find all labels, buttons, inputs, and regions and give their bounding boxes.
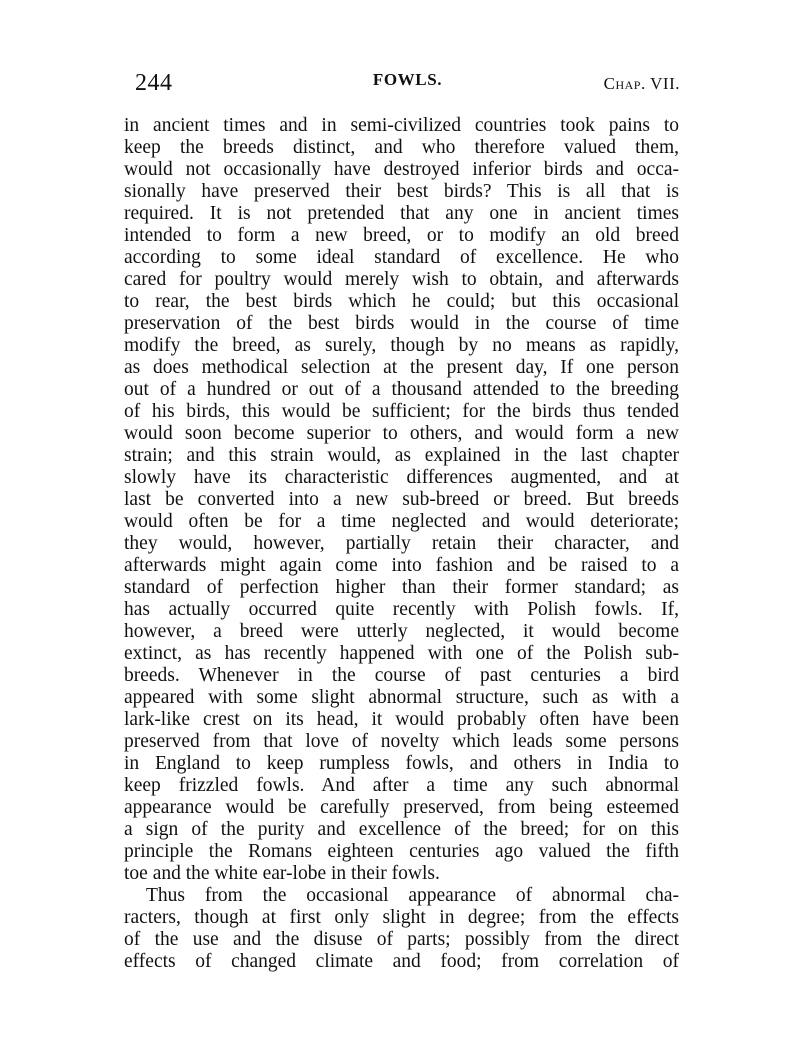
text-line: to rear, the best birds which he could; but this occasional	[124, 291, 679, 312]
page-number: 244	[135, 70, 173, 96]
text-line: required. It is not pretended that any one in ancient times	[124, 203, 679, 224]
text-line: appearance would be carefully preserved, from being esteemed	[124, 797, 679, 818]
text-line: last be converted into a new sub-breed or breed. But breeds	[124, 489, 679, 510]
paragraph	[124, 885, 679, 973]
text-line: appeared with some slight abnormal structure, such as with a	[124, 687, 679, 708]
text-line: standard of perfection higher than their former standard; as	[124, 577, 679, 598]
text-line: a sign of the purity and excellence of the breed; for on this	[124, 819, 679, 840]
text-line: principle the Romans eighteen centuries ago valued the fifth	[124, 841, 679, 862]
text-line: of the use and the disuse of parts; possibly from the direct	[124, 929, 679, 950]
text-line: effects of changed climate and food; from correlation of	[124, 951, 679, 972]
text-line: keep frizzled fowls. And after a time any such abnormal	[124, 775, 679, 796]
text-line: Thus from the occasional appearance of abnormal cha-	[146, 885, 679, 906]
chapter-reference: Chap. VII.	[603, 74, 680, 93]
text-line: of his birds, this would be sufficient; for the birds thus tended	[124, 401, 679, 422]
text-line: would soon become superior to others, and would form a new	[124, 423, 679, 444]
text-line: in England to keep rumpless fowls, and others in India to	[124, 753, 679, 774]
text-line: in ancient times and in semi-civilized countries took pains to	[124, 115, 679, 136]
text-line: they would, however, partially retain their character, and	[124, 533, 679, 554]
text-line: extinct, as has recently happened with one of the Polish sub-	[124, 643, 679, 664]
text-line: preservation of the best birds would in the course of time	[124, 313, 679, 334]
text-line: would not occasionally have destroyed inferior birds and occa-	[124, 159, 679, 180]
page-header	[135, 66, 680, 96]
text-line: cared for poultry would merely wish to obtain, and afterwards	[124, 269, 679, 290]
text-line: slowly have its characteristic differences augmented, and at	[124, 467, 679, 488]
body-text	[124, 115, 679, 973]
text-line: lark-like crest on its head, it would probably often have been	[124, 709, 679, 730]
text-line: according to some ideal standard of excellence. He who	[124, 247, 679, 268]
text-line: strain; and this strain would, as explained in the last chapter	[124, 445, 679, 466]
text-line: keep the breeds distinct, and who therefore valued them,	[124, 137, 679, 158]
text-line: sionally have preserved their best birds? This is all that is	[124, 181, 679, 202]
text-line: modify the breed, as surely, though by no means as rapidly,	[124, 335, 679, 356]
text-line: toe and the white ear-lobe in their fowls.	[124, 863, 440, 884]
text-line: as does methodical selection at the present day, If one person	[124, 357, 679, 378]
text-line: afterwards might again come into fashion and be raised to a	[124, 555, 679, 576]
running-title: FOWLS.	[372, 70, 443, 89]
text-line: would often be for a time neglected and would deteriorate;	[124, 511, 679, 532]
text-line: has actually occurred quite recently with Polish fowls. If,	[124, 599, 679, 620]
text-line: preserved from that love of novelty which leads some persons	[124, 731, 679, 752]
text-line: out of a hundred or out of a thousand attended to the breeding	[124, 379, 679, 400]
text-line: however, a breed were utterly neglected, it would become	[124, 621, 679, 642]
text-line: racters, though at first only slight in degree; from the effects	[124, 907, 679, 928]
paragraph	[124, 115, 679, 885]
text-line: intended to form a new breed, or to modify an old breed	[124, 225, 679, 246]
text-line: breeds. Whenever in the course of past centuries a bird	[124, 665, 679, 686]
